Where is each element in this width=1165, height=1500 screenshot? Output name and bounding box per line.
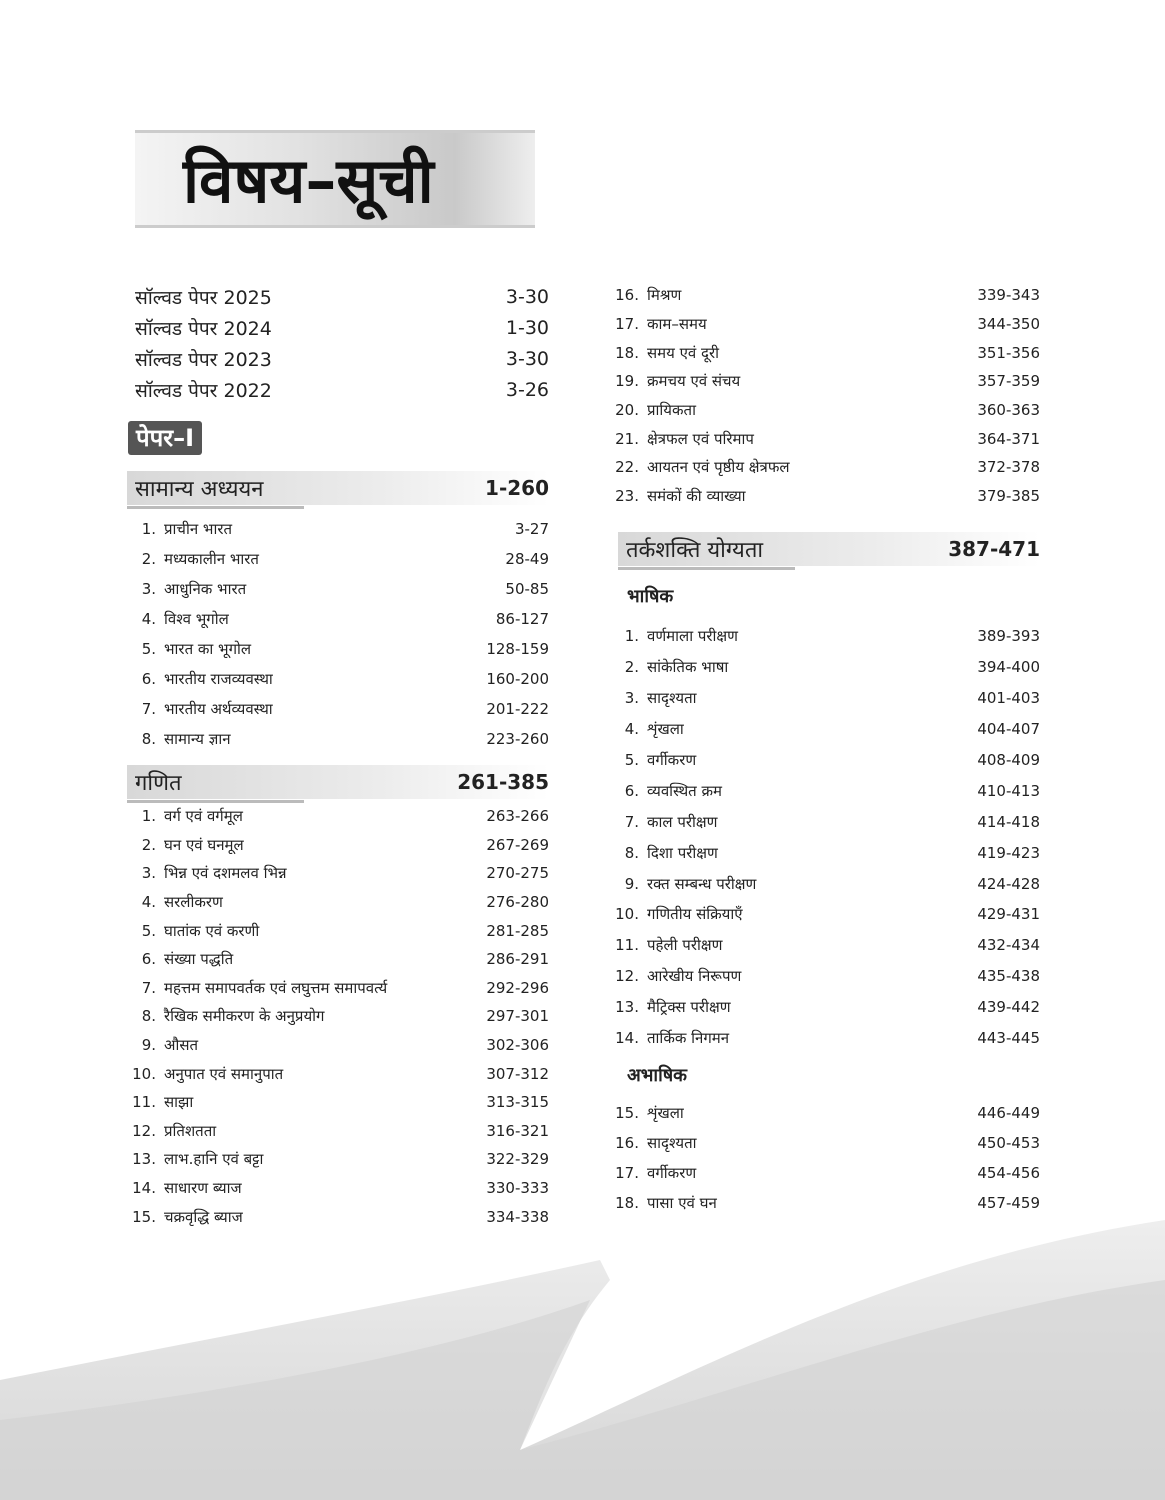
item-pages: 297-301 [486,1007,549,1026]
item-pages: 357-359 [977,372,1040,391]
item-number: 12. [615,967,639,986]
section-header-math [127,765,549,799]
section-header-reasoning [618,532,1040,566]
item-pages: 443-445 [977,1029,1040,1048]
toc-item [122,514,549,544]
item-title: प्रायिकता [647,401,696,420]
item-number: 13. [615,998,639,1017]
item-title: सरलीकरण [164,893,223,912]
item-number: 4. [141,893,156,912]
title-banner [135,130,535,228]
item-title: शृंखला [647,1104,684,1122]
item-pages: 439-442 [977,998,1040,1017]
item-number: 3. [141,580,156,598]
item-number: 18. [615,343,639,362]
item-number: 12. [132,1121,156,1140]
item-title: वर्गीकरण [647,1164,697,1182]
item-pages: 450-453 [977,1134,1040,1152]
toc-item [122,1002,549,1031]
item-number: 2. [624,658,639,677]
toc-item [605,1098,1040,1128]
toc-item [122,1174,549,1203]
item-title: गणितीय संक्रियाएँ [647,905,743,924]
pages: 3-26 [505,378,549,401]
item-number: 17. [615,315,639,334]
toc-item [605,714,1040,745]
toc-item [122,604,549,634]
item-pages: 313-315 [486,1093,549,1112]
item-pages: 372-378 [977,458,1040,477]
verbal-list [605,621,1040,1053]
item-pages: 364-371 [977,429,1040,448]
item-number: 5. [141,640,156,658]
item-number: 4. [141,610,156,628]
gs-list [122,514,549,754]
solved-paper-row [135,343,549,374]
item-pages: 410-413 [977,781,1040,800]
item-title: सादृश्यता [647,689,697,708]
item-number: 6. [141,950,156,969]
item-pages: 389-393 [977,627,1040,646]
toc-item [605,281,1040,310]
item-pages: 401-403 [977,689,1040,708]
toc-item [605,1128,1040,1158]
label: सॉल्वड पेपर 2024 [135,317,272,340]
item-number: 23. [615,487,639,506]
item-number: 1. [141,807,156,826]
toc-item [605,837,1040,868]
toc-item [122,945,549,974]
item-pages: 457-459 [977,1194,1040,1212]
toc-item [122,974,549,1003]
toc-item [122,634,549,664]
item-pages: 432-434 [977,936,1040,955]
nonverbal-list [605,1098,1040,1218]
item-pages: 419-423 [977,843,1040,862]
item-number: 2. [141,550,156,568]
toc-item [122,1031,549,1060]
item-title: अनुपात एवं समानुपात [164,1064,284,1083]
item-number: 1. [624,627,639,646]
toc-item [605,396,1040,425]
item-pages: 435-438 [977,967,1040,986]
item-number: 13. [132,1150,156,1169]
toc-item [605,806,1040,837]
toc-item [122,888,549,917]
item-title: विश्व भूगोल [164,610,229,628]
item-number: 22. [615,458,639,477]
item-number: 11. [615,936,639,955]
item-title: आधुनिक भारत [164,580,247,598]
pages: 1-30 [505,316,549,339]
toc-item [122,802,549,831]
item-title: दिशा परीक्षण [647,843,718,862]
item-pages: 223-260 [486,730,549,748]
toc-item [605,310,1040,339]
item-number: 8. [624,843,639,862]
item-number: 20. [615,401,639,420]
item-pages: 339-343 [977,286,1040,305]
item-pages: 270-275 [486,864,549,883]
toc-item [605,961,1040,992]
item-title: प्राचीन भारत [164,520,233,538]
item-number: 15. [615,1104,639,1122]
solved-paper-row [135,281,549,312]
item-title: चक्रवृद्धि ब्याज [164,1207,243,1226]
pages: 3-30 [505,285,549,308]
section-title: तर्कशक्ति योग्यता [626,538,764,563]
item-title: घातांक एवं करणी [164,921,260,940]
item-title: पहेली परीक्षण [647,936,723,955]
paper-badge: पेपर–I [128,421,202,455]
item-pages: 379-385 [977,487,1040,506]
item-number: 14. [615,1029,639,1048]
item-number: 1. [141,520,156,538]
item-title: व्यवस्थित क्रम [647,781,722,800]
item-number: 3. [141,864,156,883]
section-title: सामान्य अध्ययन [135,477,264,502]
item-title: सामान्य ज्ञान [164,730,231,748]
item-title: महत्तम समापवर्तक एवं लघुत्तम समापवर्त्य [164,978,388,997]
item-title: प्रतिशतता [164,1121,217,1140]
item-title: मिश्रण [647,286,682,305]
item-number: 6. [624,781,639,800]
item-title: मध्यकालीन भारत [164,550,259,568]
toc-item [605,1158,1040,1188]
item-title: क्षेत्रफल एवं परिमाप [647,429,754,448]
item-title: संख्या पद्धति [164,950,234,969]
item-number: 18. [615,1194,639,1212]
item-number: 10. [615,905,639,924]
item-number: 7. [624,812,639,831]
section-pages: 387-471 [948,537,1040,561]
item-number: 15. [132,1207,156,1226]
item-title: शृंखला [647,720,684,739]
item-pages: 330-333 [486,1179,549,1198]
section-pages: 1-260 [485,476,549,500]
item-pages: 351-356 [977,343,1040,362]
toc-item [122,694,549,724]
item-pages: 50-85 [505,580,549,598]
toc-item [605,367,1040,396]
item-pages: 86-127 [495,610,549,628]
item-pages: 263-266 [486,807,549,826]
item-title: समंकों की व्याख्या [647,487,746,506]
subheading-nonverbal: अभाषिक [627,1065,687,1086]
item-pages: 267-269 [486,835,549,854]
toc-item [122,544,549,574]
math-list [122,802,549,1231]
section-title: गणित [135,771,182,796]
item-title: मैट्रिक्स परीक्षण [647,998,731,1017]
item-number: 5. [624,751,639,769]
item-number: 16. [615,286,639,305]
item-number: 5. [141,921,156,940]
toc-item [605,424,1040,453]
item-pages: 302-306 [486,1036,549,1055]
toc-item [122,1059,549,1088]
item-pages: 360-363 [977,401,1040,420]
toc-item [605,992,1040,1023]
pages: 3-30 [505,347,549,370]
item-title: वर्ग एवं वर्गमूल [164,807,243,826]
item-title: भारतीय राजव्यवस्था [164,670,273,688]
item-title: वर्णमाला परीक्षण [647,627,739,646]
toc-item [122,1088,549,1117]
item-pages: 322-329 [486,1150,549,1169]
item-pages: 160-200 [486,670,549,688]
item-number: 16. [615,1134,639,1152]
item-title: आयतन एवं पृष्ठीय क्षेत्रफल [647,458,790,477]
item-number: 19. [615,372,639,391]
decorative-waves [0,1220,1165,1500]
toc-item [122,1117,549,1146]
toc-item [605,621,1040,652]
toc-item [122,664,549,694]
toc-item [605,1188,1040,1218]
item-title: आरेखीय निरूपण [647,967,742,986]
solved-paper-row [135,374,549,405]
item-pages: 408-409 [977,751,1040,769]
toc-item [122,724,549,754]
item-pages: 454-456 [977,1164,1040,1182]
toc-item [605,868,1040,899]
toc-item [605,338,1040,367]
item-pages: 446-449 [977,1104,1040,1122]
item-title: वर्गीकरण [647,751,697,769]
item-pages: 292-296 [486,978,549,997]
item-pages: 128-159 [486,640,549,658]
toc-item [122,1145,549,1174]
toc-item [122,831,549,860]
section-header-gs [127,471,549,505]
item-pages: 334-338 [486,1207,549,1226]
item-pages: 3-27 [514,520,549,538]
item-number: 9. [141,1036,156,1055]
item-number: 3. [624,689,639,708]
toc-item [122,916,549,945]
subheading-verbal: भाषिक [627,586,674,607]
item-title: साधारण ब्याज [164,1179,242,1198]
toc-item [122,859,549,888]
item-pages: 307-312 [486,1064,549,1083]
item-pages: 404-407 [977,720,1040,739]
item-pages: 281-285 [486,921,549,940]
item-title: तार्किक निगमन [647,1029,730,1048]
item-pages: 414-418 [977,812,1040,831]
item-number: 4. [624,720,639,739]
label: सॉल्वड पेपर 2023 [135,348,272,371]
item-number: 7. [141,700,156,718]
item-number: 7. [141,978,156,997]
item-title: साझा [164,1093,194,1112]
toc-item [605,1023,1040,1054]
item-title: सादृश्यता [647,1134,697,1152]
toc-item [605,745,1040,776]
toc-item [122,574,549,604]
toc-item [605,930,1040,961]
toc-item [605,652,1040,683]
item-title: क्रमचय एवं संचय [647,372,741,391]
item-title: लाभ.हानि एवं बट्टा [164,1150,264,1169]
item-title: भारतीय अर्थव्यवस्था [164,700,273,718]
item-number: 21. [615,429,639,448]
item-title: काल परीक्षण [647,812,718,831]
item-pages: 429-431 [977,905,1040,924]
item-pages: 276-280 [486,893,549,912]
toc-item [605,683,1040,714]
item-number: 14. [132,1179,156,1198]
solved-papers-list [135,281,549,405]
item-number: 8. [141,730,156,748]
label: सॉल्वड पेपर 2025 [135,286,272,309]
toc-item [605,899,1040,930]
item-title: घन एवं घनमूल [164,835,244,854]
item-pages: 344-350 [977,315,1040,334]
label: सॉल्वड पेपर 2022 [135,379,272,402]
item-title: रक्त सम्बन्ध परीक्षण [647,874,757,893]
item-pages: 316-321 [486,1121,549,1140]
item-number: 2. [141,835,156,854]
toc-item [605,775,1040,806]
solved-paper-row [135,312,549,343]
item-title: औसत [164,1036,199,1055]
item-title: रैखिक समीकरण के अनुप्रयोग [164,1007,325,1026]
item-pages: 286-291 [486,950,549,969]
item-number: 9. [624,874,639,893]
item-title: भारत का भूगोल [164,640,252,658]
item-title: काम–समय [647,315,707,334]
item-pages: 424-428 [977,874,1040,893]
item-pages: 201-222 [486,700,549,718]
item-number: 6. [141,670,156,688]
item-number: 11. [132,1093,156,1112]
item-number: 8. [141,1007,156,1026]
toc-item [605,453,1040,482]
item-number: 10. [132,1064,156,1083]
toc-item [605,482,1040,511]
item-pages: 28-49 [505,550,549,568]
page-title: विषय–सूची [183,144,434,217]
section-pages: 261-385 [457,770,549,794]
item-number: 17. [615,1164,639,1182]
item-title: सांकेतिक भाषा [647,658,729,677]
item-pages: 394-400 [977,658,1040,677]
math-list-continued [605,281,1040,511]
item-title: समय एवं दूरी [647,343,719,362]
item-title: भिन्न एवं दशमलव भिन्न [164,864,287,883]
item-title: पासा एवं घन [647,1194,717,1212]
